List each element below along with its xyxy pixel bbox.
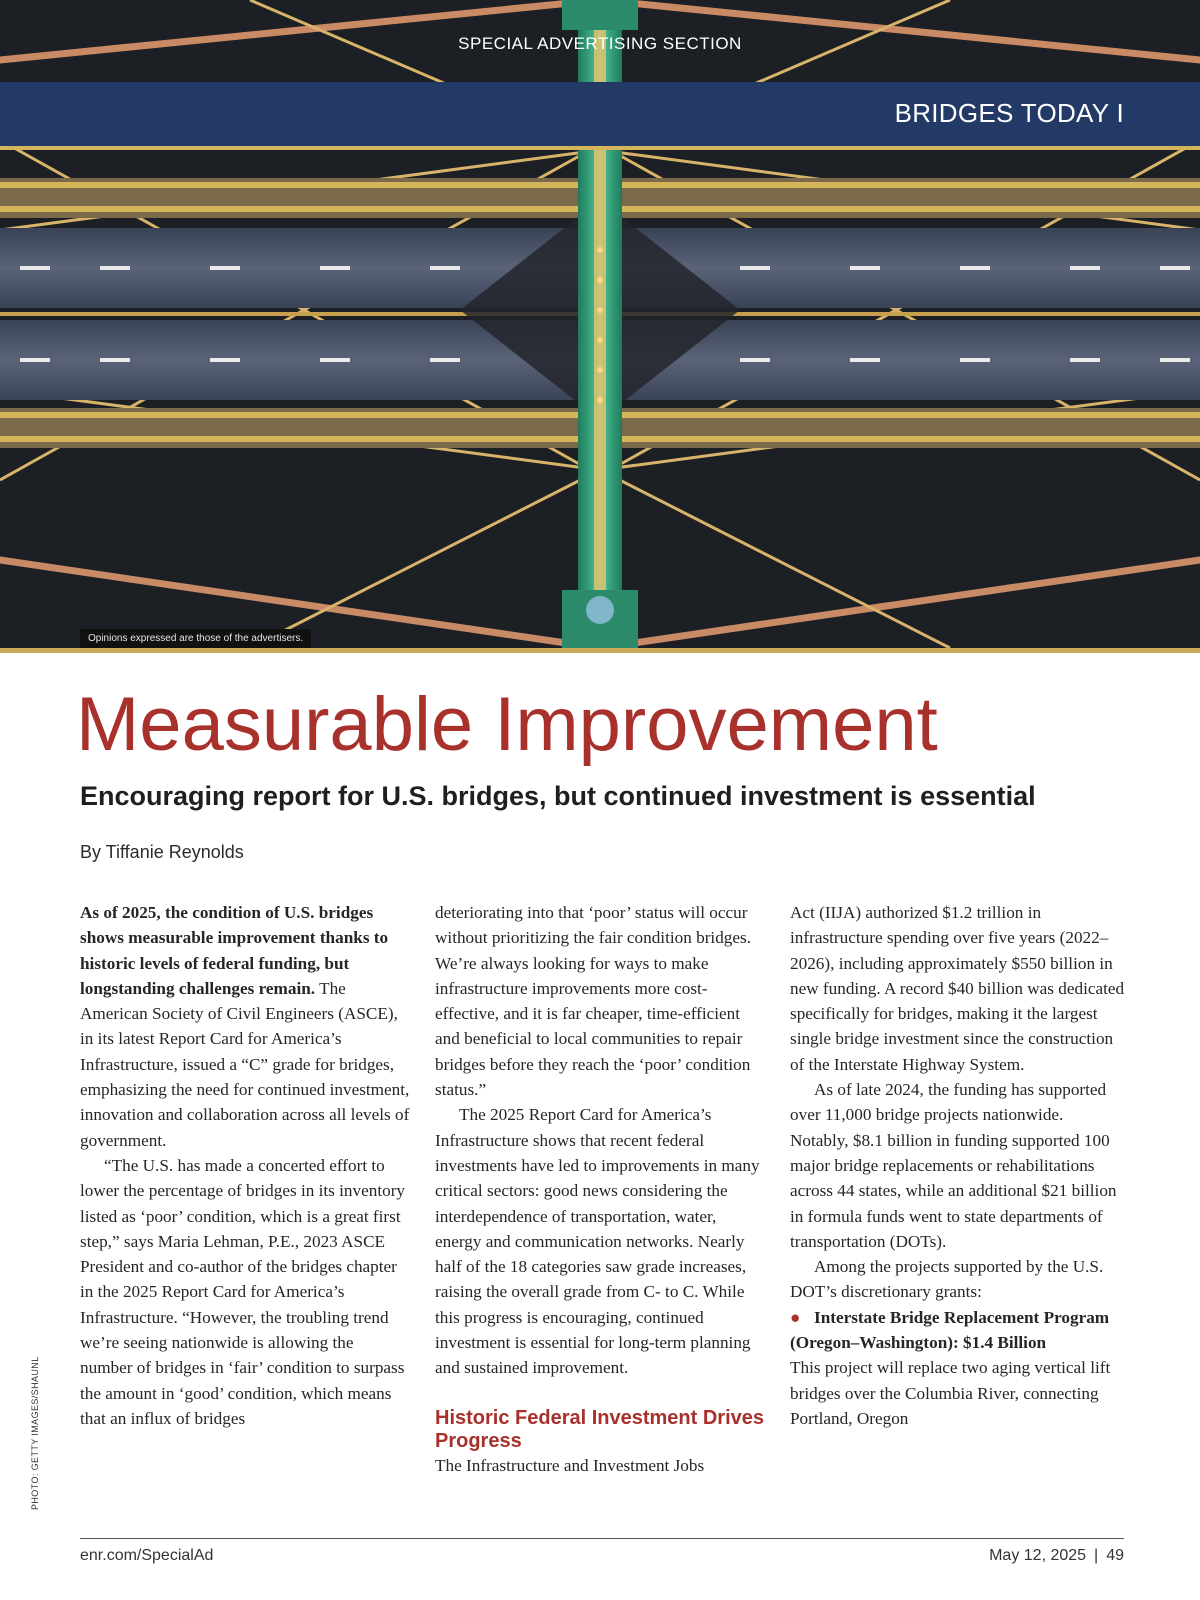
- photo-credit: PHOTO: GETTY IMAGES/SHAUNL: [30, 1356, 40, 1510]
- footer-date: May 12, 2025: [989, 1547, 1087, 1564]
- article-column-3: [790, 900, 1125, 1431]
- hero-divider: [0, 648, 1200, 653]
- footer-divider: [80, 1538, 1124, 1539]
- page-number: 49: [1106, 1547, 1124, 1564]
- footer-url: enr.com/SpecialAd: [80, 1547, 214, 1564]
- page-title: Measurable Improvement: [76, 682, 938, 767]
- bullet-icon: ●: [790, 1307, 801, 1327]
- paragraph: deteriorating into that ‘poor’ status will occur without prioritizing the fair condition bridges. We’re always looking for ways to make infrastructure improvements more cost-effective, and it is far cheaper, time-efficient and beneficial to local communities to repair bridges before they reach the ‘poor’ condition status.”: [435, 903, 751, 1100]
- lead-paragraph-rest: The American Society of Civil Engineers (ASCE), in its latest Report Card for America’s Infrastructure, issued a “C” grade for bridges, emphasizing the need for continued investment, innovation and collaboration across all levels of government.: [80, 978, 410, 1150]
- paragraph: Act (IIJA) authorized $1.2 trillion in infrastructure spending over five years (2022–2026), including approximately $550 billion in new funding. A record $40 billion was dedicated specifically for bridges, making it the largest single bridge investment since the construction of the Interstate Highway System.: [790, 903, 1125, 1074]
- paragraph: Among the projects supported by the U.S. DOT’s discretionary grants:: [790, 1257, 1104, 1302]
- section-banner: [0, 82, 1200, 150]
- bullet-title: Interstate Bridge Replacement Program (Oregon–Washington): $1.4 Billion: [790, 1307, 1110, 1353]
- special-ad-label: SPECIAL ADVERTISING SECTION: [458, 34, 742, 53]
- byline: By Tiffanie Reynolds: [80, 842, 244, 862]
- hero-photo: [0, 0, 1200, 648]
- paragraph: The 2025 Report Card for America’s Infrastructure shows that recent federal investments have led to improvements in many critical sectors: good news considering the interdependence of transportation, water, energy and communication networks. Nearly half of the 18 categories saw grade increases, raising the overall grade from C- to C. While this progress is encouraging, continued investment is essential for long-term planning and sustained improvement.: [435, 1105, 760, 1378]
- paragraph: The Infrastructure and Investment Jobs: [435, 1455, 705, 1475]
- paragraph: [80, 900, 410, 1153]
- section-heading: Historic Federal Investment Drives Progress: [435, 1406, 765, 1452]
- section-label: BRIDGES TODAY I: [894, 98, 1124, 128]
- paragraph: “The U.S. has made a concerted effort to lower the percentage of bridges in its inventory listed as ‘poor’ condition, which is a great first step,” says Maria Lehman, P.E., 2023 ASCE President and co-author of the bridges chapter in the 2025 Report Card for America’s Infrastructure. “However, the troubling trend we’re seeing nationwide is allowing the number of bridges in ‘fair’ condition to surpass the amount in ‘good’ condition, which means that an influx of bridges: [80, 1155, 406, 1428]
- opinion-disclaimer: Opinions expressed are those of the advertisers.: [80, 629, 311, 648]
- article-column-1: [80, 900, 410, 1431]
- paragraph: As of late 2024, the funding has supported over 11,000 bridge projects nationwide. Notably, $8.1 billion in funding supported 100 major bridge replacements or rehabilitations across 44 states, while an additional $21 billion in formula funds went to state departments of transportation (DOTs).: [790, 1080, 1117, 1251]
- article-column-2: [435, 900, 765, 1478]
- page-subtitle: Encouraging report for U.S. bridges, but continued investment is essential: [80, 781, 1036, 811]
- footer-date-page: [989, 1547, 1124, 1565]
- bullet-item: [790, 1305, 1125, 1356]
- paragraph: This project will replace two aging vertical lift bridges over the Columbia River, connecting Portland, Oregon: [790, 1358, 1111, 1428]
- lead-text: As of 2025, the condition of U.S. bridges shows measurable improvement thanks to historic levels of federal funding, but longstanding challenges remain.: [80, 903, 389, 998]
- footer-separator: |: [1094, 1547, 1099, 1564]
